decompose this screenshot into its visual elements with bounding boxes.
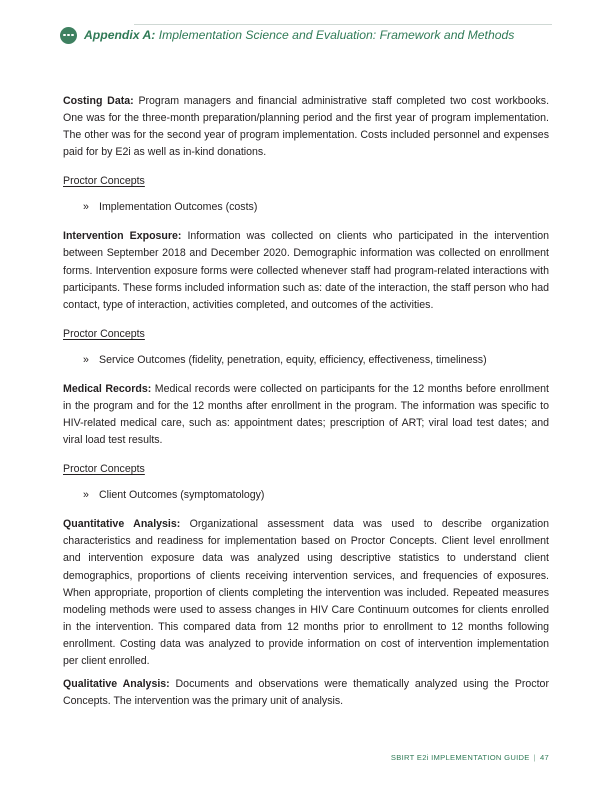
proctor-concepts-heading-exposure: Proctor Concepts — [63, 327, 145, 340]
quantitative-analysis-label: Quantitative Analysis: — [63, 518, 181, 531]
bullet-text-exposure: Service Outcomes (fidelity, penetration, equity, efficiency, effectiveness, timeliness) — [99, 353, 487, 366]
quantitative-analysis-paragraph — [63, 516, 549, 670]
appendix-header — [60, 24, 552, 46]
quantitative-analysis-text: Organizational assessment data was used to describe organization characteristics and readiness for implementation based on Proctor Concepts. Client level enrollment and intervention exposure data was analyzed using descriptive statistics to understand client demographics, proportions of clients receiving intervention services, and frequencies of exposures. When appropriate, proportion of clients completing the intervention was included. Repeated measures modeling methods were used to assess changes in HIV Care Continuum outcomes for clients enrolled in the intervention. This compared data from 12 months prior to enrollment to 12 months following enrollment. Costing data was analyzed to provide information on cost of intervention implementation per client enrolled. — [63, 518, 549, 667]
proctor-concepts-heading-costing: Proctor Concepts — [63, 175, 145, 188]
bullet-text-medical: Client Outcomes (symptomatology) — [99, 489, 265, 502]
bullet-item-costing — [63, 190, 549, 216]
costing-data-label: Costing Data: — [63, 95, 134, 107]
page-number: 47 — [539, 753, 549, 762]
costing-data-paragraph — [63, 93, 549, 161]
proctor-concepts-heading-medical: Proctor Concepts — [63, 463, 145, 476]
appendix-title — [84, 28, 514, 42]
page-content — [63, 93, 549, 710]
costing-data-text: Program managers and financial administrative staff completed two cost workbooks. One was for the three-month preparation/planning period and the first year of program implementation. The other was for the second year of program implementation. Costs included personnel and expenses paid for by E2i as well as in-kind donations. — [63, 95, 550, 159]
appendix-label: Appendix A: — [84, 28, 156, 42]
bullet-marker: » — [83, 353, 89, 366]
intervention-exposure-label: Intervention Exposure: — [63, 230, 182, 243]
intervention-exposure-text: Information was collected on clients who participated in the intervention between September 2018 and December 2020. Demographic information was collected on enrollment forms. Intervention exposure forms were collected whenever staff had program-related interactions with participants. These forms included information such as: date of the interaction, the staff person who had contact, type of interaction, activities completed, and outcomes of the activities. — [63, 230, 549, 311]
medical-records-label: Medical Records: — [63, 382, 152, 395]
qualitative-analysis-text: Documents and observations were thematically analyzed using the Proctor Concepts. The intervention was the primary unit of analysis. — [63, 678, 549, 708]
ellipsis-dots-icon — [60, 27, 77, 44]
appendix-subtitle: Implementation Science and Evaluation: Framework and Methods — [158, 28, 515, 42]
footer-separator: | — [533, 753, 536, 762]
header-rule — [134, 24, 552, 25]
bullet-item-medical — [63, 478, 549, 504]
medical-records-text: Medical records were collected on participants for the 12 months before enrollment in the program and for the 12 months after enrollment in the program. The information was specific to HIV-related medical care, such as: appointment dates; prescription of ART; viral load test dates; and viral load test results. — [63, 382, 549, 447]
bullet-marker: » — [83, 201, 89, 214]
page-footer — [391, 753, 549, 762]
qualitative-analysis-label: Qualitative Analysis: — [63, 678, 170, 691]
footer-guide-name: SBIRT E2i IMPLEMENTATION GUIDE — [390, 753, 530, 762]
bullet-item-exposure — [63, 343, 549, 369]
bullet-marker: » — [83, 489, 89, 502]
bullet-text-costing: Implementation Outcomes (costs) — [99, 201, 258, 214]
intervention-exposure-paragraph — [63, 228, 549, 313]
qualitative-analysis-paragraph — [63, 676, 549, 710]
medical-records-paragraph — [63, 381, 549, 449]
